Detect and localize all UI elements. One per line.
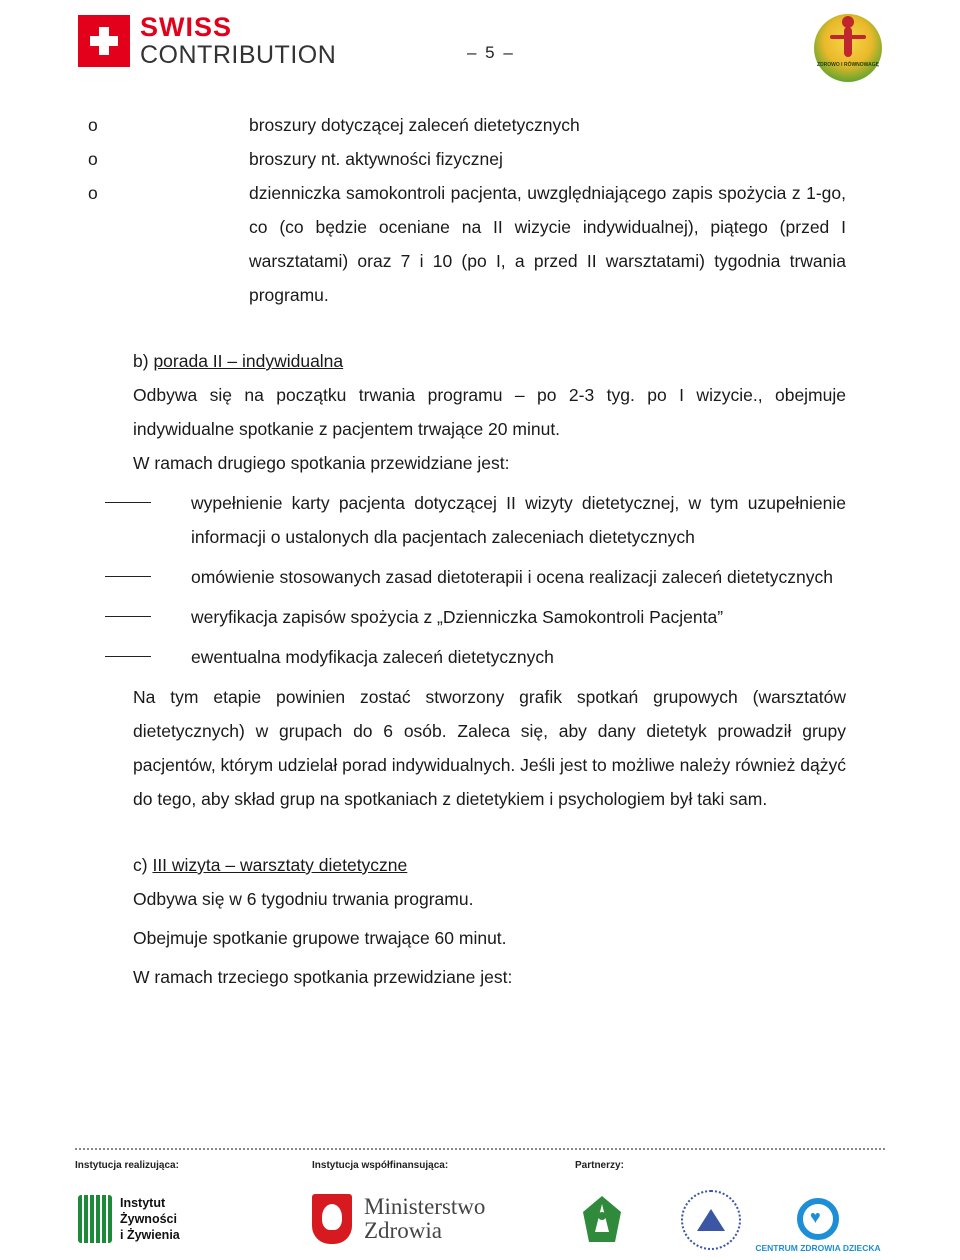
footer-label-cofinancing: Instytucja współfinansująca:	[312, 1160, 449, 1171]
izz-line-1: Instytut	[120, 1196, 166, 1210]
list-item	[0, 176, 846, 312]
izz-line-3: i Żywienia	[120, 1228, 180, 1242]
footer-divider	[75, 1148, 885, 1150]
izz-line-2: Żywności	[120, 1212, 177, 1226]
mz-line-2: Zdrowia	[364, 1218, 442, 1243]
page-number: – 5 –	[467, 43, 515, 62]
list-item-text: broszury dotyczącej zaleceń dietetycznych	[249, 115, 580, 135]
list-item-text: weryfikacja zapisów spożycia z „Dzienniczka Samokontroli Pacjenta”	[191, 607, 724, 627]
section-c-prefix: c)	[133, 855, 153, 875]
program-logo-text: ZDROWO I RÓWNOWAGĘ	[817, 62, 879, 68]
partner-logo-green-icon	[575, 1192, 629, 1248]
footer-label-partners: Partnerzy:	[575, 1160, 624, 1171]
page-header	[0, 0, 960, 95]
list-item	[133, 486, 846, 554]
izz-logo	[78, 1195, 180, 1243]
bullet-marker: o	[88, 183, 98, 203]
mz-line-1: Ministerstwo	[364, 1194, 486, 1219]
czd-text: CENTRUM ZDROWIA DZIECKA	[755, 1243, 881, 1253]
section-b-prefix: b)	[133, 351, 154, 371]
logo-swiss-text: SWISS	[140, 12, 233, 42]
footer-label-realizing: Instytucja realizująca:	[75, 1160, 179, 1171]
page-footer	[75, 1148, 885, 1260]
program-logo	[814, 14, 882, 82]
list-item	[0, 108, 846, 142]
section-b-items	[133, 486, 846, 674]
section-b-heading	[133, 344, 846, 378]
dash-marker	[105, 616, 151, 617]
czd-logo	[753, 1198, 883, 1253]
list-item-text: wypełnienie karty pacjenta dotyczącej II wizyty dietetycznej, w tym uzupełnienie informacji o ustalonych dla pacjentach zaleceniach dietetycznych	[191, 493, 846, 547]
person-figure-icon	[844, 27, 852, 57]
swiss-contribution-logo	[78, 14, 336, 68]
section-b-summary: Na tym etapie powinien zostać stworzony grafik spotkań grupowych (warsztatów dietetycznych) w grupach do 6 osób. Zaleca się, aby dany dietetyk prowadził grupy pacjentów, którym udzielał porad indywidualnych. Jeśli jest to możliwe należy również dążyć do tego, aby skład grup na spotkaniach z dietetykiem i psychologiem był taki sam.	[133, 687, 846, 809]
section-c-paragraph-1: Odbywa się w 6 tygodniu trwania programu.	[133, 889, 474, 909]
list-item-text: dzienniczka samokontroli pacjenta, uwzględniającego zapis spożycia z 1-go, co (co będzie oceniane na II wizycie indywidualnej), piątego (przed I warsztatami) oraz 7 i 10 (po I, a przed II warsztatami) tygodnia trwania programu.	[249, 183, 846, 305]
eagle-emblem-icon	[312, 1194, 352, 1244]
ministry-of-health-logo	[312, 1194, 485, 1244]
logo-contribution-text: CONTRIBUTION	[140, 41, 337, 69]
list-item	[133, 600, 846, 634]
heart-icon	[797, 1198, 839, 1240]
section-b-intro: W ramach drugiego spotkania przewidziane jest:	[133, 453, 510, 473]
bullet-marker: o	[88, 149, 98, 169]
list-item-text: ewentualna modyfikacja zaleceń dietetycznych	[191, 647, 554, 667]
document-body	[88, 108, 846, 994]
bullet-marker: o	[88, 115, 98, 135]
section-c-intro: W ramach trzeciego spotkania przewidziane jest:	[133, 967, 513, 987]
swiss-cross-icon	[78, 15, 130, 67]
section-c-title: III wizyta – warsztaty dietetyczne	[152, 855, 408, 875]
dash-marker	[105, 576, 151, 577]
section-b-title: porada II – indywidualna	[153, 351, 344, 371]
list-item-text: broszury nt. aktywności fizycznej	[249, 149, 503, 169]
list-item	[0, 142, 846, 176]
materials-list	[88, 108, 846, 312]
list-item	[133, 560, 846, 594]
dash-marker	[105, 656, 151, 657]
section-b-paragraph: Odbywa się na początku trwania programu – po 2-3 tyg. po I wizycie., obejmuje indywidualne spotkanie z pacjentem trwające 20 minut.	[133, 385, 846, 439]
section-c-paragraph-2: Obejmuje spotkanie grupowe trwające 60 minut.	[133, 928, 507, 948]
list-item	[133, 640, 846, 674]
list-item-text: omówienie stosowanych zasad dietoterapii i ocena realizacji zaleceń dietetycznych	[191, 567, 834, 587]
dash-marker	[105, 502, 151, 503]
izz-emblem-icon	[78, 1195, 112, 1243]
partner-logo-society-icon	[681, 1190, 741, 1250]
section-c-heading	[133, 848, 846, 882]
